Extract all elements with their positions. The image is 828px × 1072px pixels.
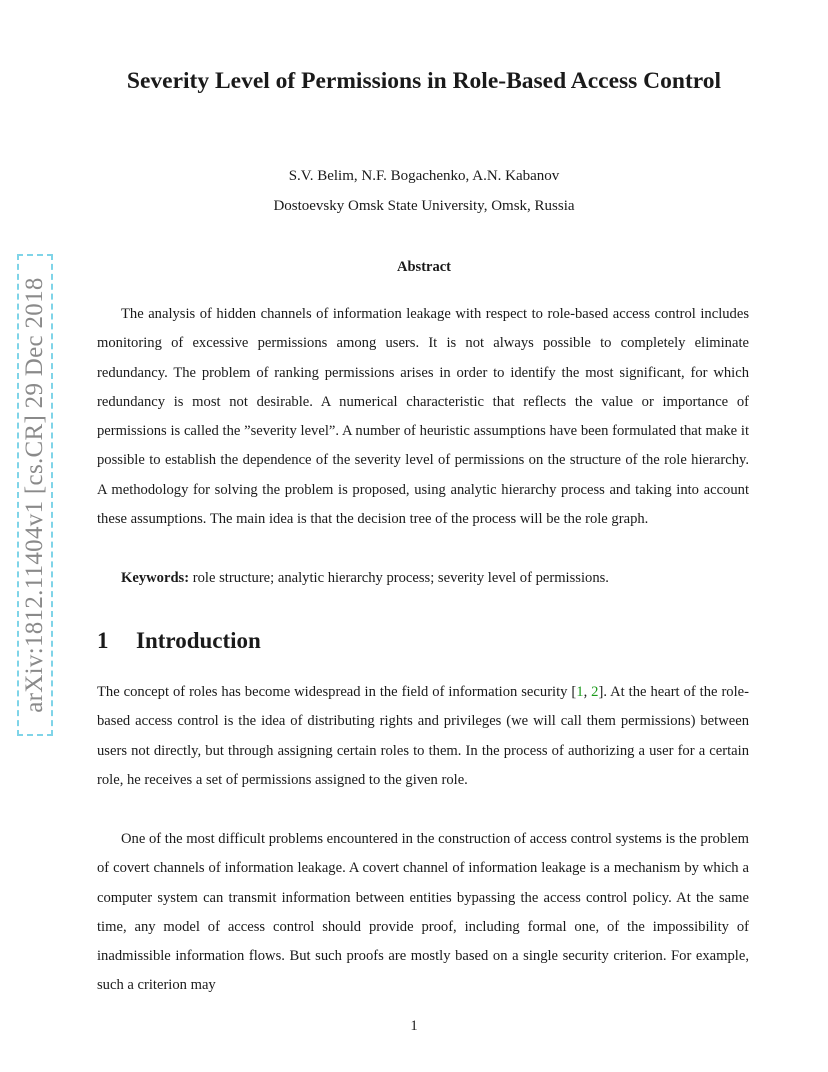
intro-p1-after: ]. At the heart of the role-based access control is the idea of distributing rights and privileges (we will call them permissions) between users not directly, but through assigning certain roles to them. In the process of authorizing a user for a certain role, he receives a set of permissions assigned to the given role. [97,684,749,788]
citation-link-2[interactable]: 2 [591,684,599,700]
section-heading [97,628,261,654]
abstract-text: The analysis of hidden channels of information leakage with respect to role-based access control includes monitoring of excessive permissions among users. It is not always possible to completely eliminate redundancy. The problem of ranking permissions arises in order to identify the most significant, for which redundancy is most not desirable. A numerical characteristic that reflects the value or importance of permissions is called the ”severity level”. A number of heuristic assumptions have been formulated that make it possible to establish the dependence of the severity level of permissions on the structure of the role hierarchy. A methodology for solving the problem is proposed, using analytic hierarchy process and taking into account these assumptions. The main idea is that the decision tree of the process will be the role graph. [97,306,749,528]
intro-p1-before: The concept of roles has become widespread in the field of information security [ [97,684,577,700]
section-title: Introduction [136,628,261,653]
abstract-heading: Abstract [397,259,451,275]
authors: S.V. Belim, N.F. Bogachenko, A.N. Kabanov [288,168,560,184]
page-number: 1 [410,1018,418,1034]
section-number: 1 [97,628,109,653]
intro-paragraph-1 [97,678,749,795]
intro-paragraph-2: One of the most difficult problems encountered in the construction of access control systems is the problem of covert channels of information leakage. A covert channel of information leakage is a mechanism by which a computer system can transmit information between entities bypassing the access control policy. At the same time, any model of access control should provide proof, including formal one, of the impossibility of inadmissible information flows. But such proofs are mostly based on a single security criterion. For example, such a criterion may [97,831,749,994]
keywords [97,564,749,593]
affiliation: Dostoevsky Omsk State University, Omsk, Russia [273,198,575,214]
citation-separator: , [583,684,592,700]
arxiv-stamp [17,254,53,736]
arxiv-stamp-text: arXiv:1812.11404v1 [cs.CR] 29 Dec 2018 [21,277,48,713]
citation-link-1[interactable]: 1 [576,684,584,700]
keywords-label: Keywords: [121,570,190,586]
paper-title: Severity Level of Permissions in Role-Based Access Control [126,68,722,94]
keywords-text: role structure; analytic hierarchy process; severity level of permissions. [192,570,609,586]
